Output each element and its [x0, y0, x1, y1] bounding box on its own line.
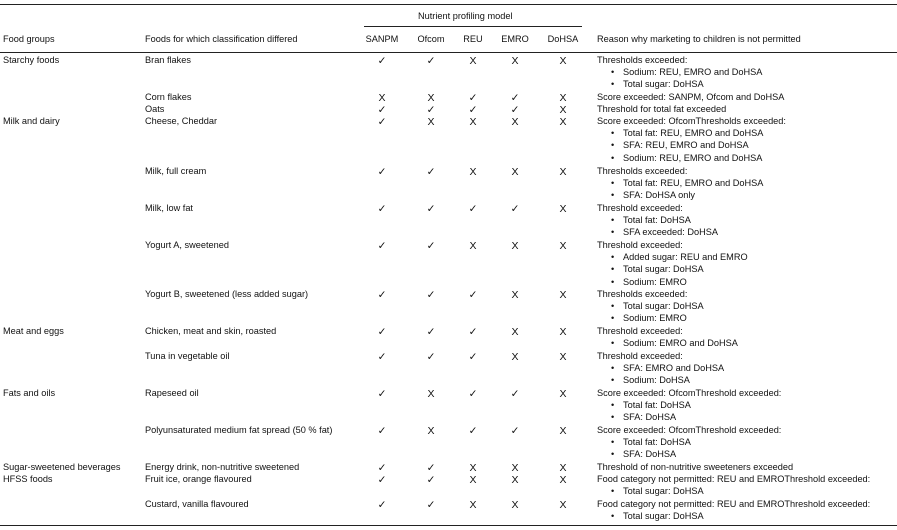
- reason-bullet-list: [597, 66, 762, 90]
- classification-mark: ✓: [510, 92, 520, 104]
- classification-mark: ✓: [377, 351, 387, 363]
- reason-cell: [597, 461, 793, 473]
- classification-mark: X: [559, 289, 567, 301]
- reason-bullet-list: [597, 362, 724, 386]
- food-name-cell: Custard, vanilla flavoured: [145, 499, 249, 509]
- reason-bullet: • Total sugar: DoHSA: [597, 263, 748, 275]
- classification-mark: ✓: [426, 462, 436, 474]
- classification-mark: ✓: [468, 92, 478, 104]
- classification-mark: X: [511, 474, 519, 486]
- classification-mark: X: [511, 166, 519, 178]
- col-header-foods: Foods for which classification differed: [145, 34, 298, 44]
- reason-cell: [597, 288, 704, 325]
- classification-mark: X: [511, 240, 519, 252]
- classification-mark: X: [511, 116, 519, 128]
- col-header-food-groups: Food groups: [3, 34, 55, 44]
- food-name-cell: Oats: [145, 104, 165, 114]
- food-name-cell: Polyunsaturated medium fat spread (50 % fat): [145, 425, 333, 435]
- classification-mark: X: [469, 240, 477, 252]
- classification-mark: ✓: [426, 326, 436, 338]
- classification-mark: X: [511, 289, 519, 301]
- reason-bullet: • Total sugar: DoHSA: [597, 510, 870, 522]
- reason-bullet: • Total sugar: DoHSA: [597, 300, 704, 312]
- reason-cell: [597, 424, 781, 461]
- reason-text: Thresholds exceeded:: [597, 166, 688, 176]
- bottom-rule: [0, 525, 897, 526]
- reason-text: Thresholds exceeded:: [597, 55, 688, 65]
- classification-mark: X: [469, 55, 477, 67]
- reason-bullet-list: [597, 214, 718, 238]
- food-group-cell: Meat and eggs: [3, 326, 64, 336]
- col-header-reason: Reason why marketing to children is not permitted: [597, 34, 801, 44]
- classification-mark: X: [559, 425, 567, 437]
- col-header-emro: EMRO: [501, 34, 529, 44]
- classification-mark: X: [469, 462, 477, 474]
- reason-text: Score exceeded: OfcomThreshold exceeded:: [597, 425, 782, 435]
- reason-bullet: • SFA: EMRO and DoHSA: [597, 362, 724, 374]
- classification-mark: X: [559, 203, 567, 215]
- reason-cell: [597, 498, 870, 522]
- reason-cell: [597, 115, 786, 164]
- reason-bullet: • SFA: DoHSA: [597, 448, 781, 460]
- reason-bullet-list: [597, 337, 738, 349]
- header-bottom-rule: [0, 52, 897, 53]
- food-group-cell: Sugar-sweetened beverages: [3, 462, 121, 472]
- classification-mark: X: [511, 326, 519, 338]
- classification-mark: ✓: [426, 289, 436, 301]
- reason-bullet-list: [597, 127, 786, 164]
- reason-text: Thresholds exceeded:: [597, 289, 688, 299]
- classification-mark: ✓: [468, 388, 478, 400]
- reason-cell: [597, 387, 781, 424]
- reason-text: Food category not permitted: REU and EMROThreshold exceeded:: [597, 474, 871, 484]
- group-header-rule: [364, 26, 582, 27]
- reason-bullet: • SFA: DoHSA: [597, 411, 781, 423]
- reason-text: Threshold of non-nutritive sweeteners exceeded: [597, 462, 794, 472]
- reason-bullet: • SFA exceeded: DoHSA: [597, 226, 718, 238]
- food-name-cell: Corn flakes: [145, 92, 192, 102]
- reason-cell: [597, 325, 738, 349]
- classification-mark: X: [559, 351, 567, 363]
- food-name-cell: Bran flakes: [145, 55, 191, 65]
- reason-text: Score exceeded: SANPM, Ofcom and DoHSA: [597, 92, 785, 102]
- classification-mark: ✓: [510, 425, 520, 437]
- food-name-cell: Cheese, Cheddar: [145, 116, 218, 126]
- reason-cell: [597, 54, 762, 91]
- food-group-cell: HFSS foods: [3, 474, 53, 484]
- reason-text: Score exceeded: OfcomThresholds exceeded:: [597, 116, 786, 126]
- reason-bullet: • Total fat: DoHSA: [597, 399, 781, 411]
- col-header-reu: REU: [463, 34, 483, 44]
- food-group-cell: Starchy foods: [3, 55, 60, 65]
- food-name-cell: Chicken, meat and skin, roasted: [145, 326, 277, 336]
- classification-mark: ✓: [377, 116, 387, 128]
- classification-mark: X: [469, 166, 477, 178]
- classification-mark: ✓: [468, 104, 478, 116]
- reason-bullet: • Total fat: REU, EMRO and DoHSA: [597, 127, 786, 139]
- classification-mark: X: [511, 499, 519, 511]
- classification-mark: ✓: [426, 104, 436, 116]
- top-rule: [0, 4, 897, 5]
- classification-mark: ✓: [377, 499, 387, 511]
- reason-bullet: • Total sugar: DoHSA: [597, 485, 870, 497]
- classification-mark: ✓: [426, 499, 436, 511]
- classification-mark: ✓: [510, 104, 520, 116]
- reason-cell: [597, 165, 763, 202]
- reason-text: Food category not permitted: REU and EMROThreshold exceeded:: [597, 499, 871, 509]
- classification-mark: ✓: [468, 351, 478, 363]
- classification-mark: ✓: [377, 203, 387, 215]
- classification-mark: X: [427, 388, 435, 400]
- nutrient-profiling-model-header: Nutrient profiling model: [418, 11, 513, 21]
- classification-mark: X: [427, 425, 435, 437]
- food-group-cell: Milk and dairy: [3, 116, 60, 126]
- reason-bullet: • Sodium: REU, EMRO and DoHSA: [597, 152, 786, 164]
- classification-mark: ✓: [426, 474, 436, 486]
- classification-mark: X: [559, 92, 567, 104]
- reason-cell: [597, 202, 718, 239]
- classification-mark: ✓: [426, 166, 436, 178]
- classification-mark: ✓: [377, 240, 387, 252]
- classification-mark: ✓: [426, 55, 436, 67]
- classification-mark: X: [559, 499, 567, 511]
- reason-cell: [597, 91, 784, 103]
- reason-cell: [597, 239, 748, 288]
- reason-bullet: • Sodium: REU, EMRO and DoHSA: [597, 66, 762, 78]
- food-name-cell: Yogurt A, sweetened: [145, 240, 229, 250]
- reason-bullet-list: [597, 436, 781, 460]
- reason-bullet: • Total fat: REU, EMRO and DoHSA: [597, 177, 763, 189]
- classification-mark: ✓: [426, 203, 436, 215]
- classification-mark: ✓: [426, 351, 436, 363]
- food-name-cell: Milk, full cream: [145, 166, 207, 176]
- classification-mark: X: [427, 116, 435, 128]
- classification-mark: X: [559, 240, 567, 252]
- reason-bullet: • Sodium: EMRO and DoHSA: [597, 337, 738, 349]
- reason-bullet: • SFA: DoHSA only: [597, 189, 763, 201]
- reason-cell: [597, 350, 724, 387]
- classification-mark: ✓: [377, 474, 387, 486]
- classification-mark: ✓: [377, 425, 387, 437]
- classification-mark: X: [378, 92, 386, 104]
- food-name-cell: Energy drink, non-nutritive sweetened: [145, 462, 300, 472]
- reason-bullet: • Added sugar: REU and EMRO: [597, 251, 748, 263]
- reason-text: Score exceeded: OfcomThreshold exceeded:: [597, 388, 782, 398]
- food-name-cell: Milk, low fat: [145, 203, 193, 213]
- reason-bullet: • Sodium: DoHSA: [597, 374, 724, 386]
- classification-mark: X: [559, 104, 567, 116]
- classification-mark: ✓: [377, 289, 387, 301]
- food-name-cell: Fruit ice, orange flavoured: [145, 474, 252, 484]
- classification-mark: ✓: [377, 104, 387, 116]
- classification-mark: ✓: [510, 203, 520, 215]
- food-name-cell: Yogurt B, sweetened (less added sugar): [145, 289, 309, 299]
- classification-mark: ✓: [377, 388, 387, 400]
- classification-mark: ✓: [377, 166, 387, 178]
- reason-text: Threshold exceeded:: [597, 326, 683, 336]
- classification-mark: ✓: [377, 326, 387, 338]
- classification-mark: X: [511, 462, 519, 474]
- reason-text: Threshold for total fat exceeded: [597, 104, 727, 114]
- classification-mark: X: [559, 116, 567, 128]
- classification-mark: ✓: [468, 326, 478, 338]
- reason-bullet-list: [597, 399, 781, 423]
- classification-mark: ✓: [426, 240, 436, 252]
- reason-bullet: • Total fat: DoHSA: [597, 214, 718, 226]
- food-group-cell: Fats and oils: [3, 388, 56, 398]
- reason-bullet: • Total fat: DoHSA: [597, 436, 781, 448]
- classification-mark: X: [469, 116, 477, 128]
- classification-mark: X: [511, 55, 519, 67]
- classification-mark: X: [559, 462, 567, 474]
- reason-bullet: • Sodium: EMRO: [597, 276, 748, 288]
- food-name-cell: Tuna in vegetable oil: [145, 351, 230, 361]
- classification-mark: X: [559, 166, 567, 178]
- classification-mark: ✓: [468, 425, 478, 437]
- classification-mark: ✓: [377, 462, 387, 474]
- reason-text: Threshold exceeded:: [597, 240, 683, 250]
- reason-bullet-list: [597, 510, 870, 522]
- classification-mark: X: [559, 326, 567, 338]
- classification-mark: X: [559, 474, 567, 486]
- col-header-ofcom: Ofcom: [417, 34, 445, 44]
- reason-bullet-list: [597, 300, 704, 324]
- reason-text: Threshold exceeded:: [597, 203, 683, 213]
- classification-mark: ✓: [468, 289, 478, 301]
- reason-bullet: • SFA: REU, EMRO and DoHSA: [597, 139, 786, 151]
- col-header-sanpm: SANPM: [365, 34, 399, 44]
- classification-mark: ✓: [377, 55, 387, 67]
- classification-mark: X: [559, 388, 567, 400]
- reason-bullet-list: [597, 177, 763, 201]
- food-name-cell: Rapeseed oil: [145, 388, 199, 398]
- reason-cell: [597, 473, 870, 497]
- reason-text: Threshold exceeded:: [597, 351, 683, 361]
- classification-mark: ✓: [468, 203, 478, 215]
- reason-bullet-list: [597, 251, 748, 288]
- classification-mark: X: [559, 55, 567, 67]
- classification-mark: X: [427, 92, 435, 104]
- reason-bullet: • Total sugar: DoHSA: [597, 78, 762, 90]
- classification-mark: ✓: [510, 388, 520, 400]
- reason-cell: [597, 103, 726, 115]
- col-header-dohsa: DoHSA: [547, 34, 579, 44]
- reason-bullet-list: [597, 485, 870, 497]
- classification-mark: X: [469, 474, 477, 486]
- classification-mark: X: [511, 351, 519, 363]
- reason-bullet: • Sodium: EMRO: [597, 312, 704, 324]
- classification-mark: X: [469, 499, 477, 511]
